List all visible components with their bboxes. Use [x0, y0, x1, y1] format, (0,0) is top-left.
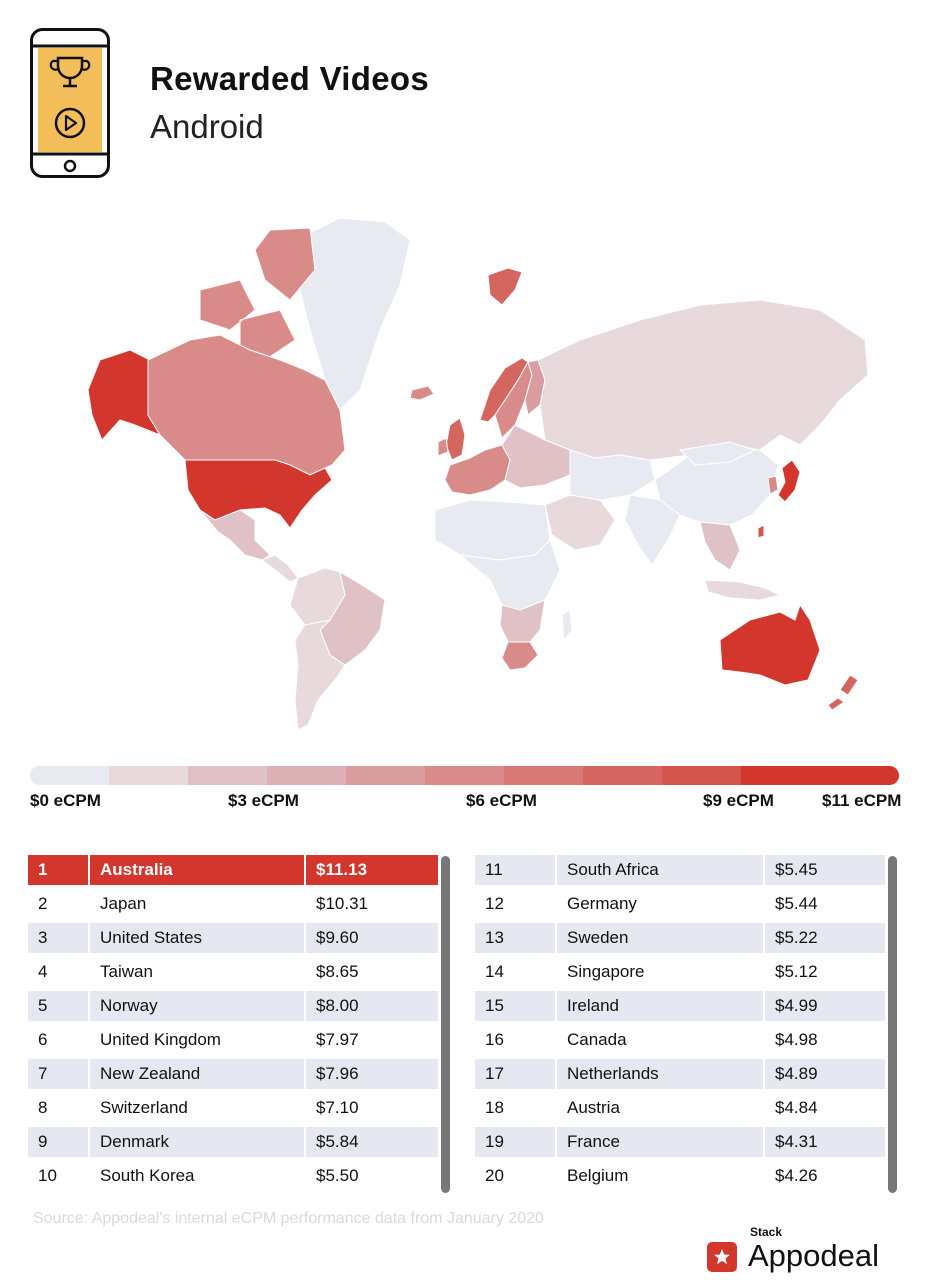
region-southeast-asia	[700, 522, 740, 570]
legend-label-9: $9 eCPM	[703, 791, 774, 810]
region-south-africa	[502, 642, 538, 670]
region-mexico	[200, 510, 270, 560]
ranking-ecpm: $5.44	[763, 889, 885, 919]
ranking-rank: 13	[475, 923, 555, 953]
ranking-row	[28, 991, 438, 1021]
ranking-row	[475, 1161, 885, 1191]
ranking-row	[28, 1161, 438, 1191]
ranking-rank: 8	[38, 1098, 48, 1117]
ranking-table-left	[28, 851, 438, 1195]
ranking-country: South Africa	[555, 855, 763, 885]
ranking-ecpm: $4.26	[763, 1161, 885, 1191]
region-united-kingdom	[446, 418, 465, 460]
region-madagascar	[562, 610, 572, 640]
legend-swatch	[267, 766, 346, 785]
scrollbar-left[interactable]	[441, 856, 450, 1193]
ranking-row	[28, 957, 438, 987]
region-ireland	[438, 438, 448, 456]
region-australia	[720, 605, 820, 685]
ranking-rank: 7	[28, 1059, 88, 1089]
ranking-row	[475, 957, 885, 987]
ranking-row	[28, 923, 438, 953]
legend-swatch	[188, 766, 267, 785]
brand-prefix: Stack	[750, 1225, 783, 1239]
ranking-country: Switzerland	[88, 1093, 304, 1123]
legend-label-6: $6 eCPM	[466, 791, 537, 810]
ranking-row	[475, 855, 885, 885]
ranking-country: Sweden	[555, 923, 763, 953]
region-iceland	[410, 386, 434, 400]
legend-swatch	[425, 766, 504, 785]
ranking-ecpm: $11.13	[304, 855, 438, 885]
ranking-rank: 4	[38, 962, 48, 981]
ranking-ecpm: $4.89	[763, 1059, 885, 1089]
ranking-rank: 14	[485, 962, 504, 981]
world-map	[40, 210, 910, 750]
ranking-country: Australia	[88, 855, 304, 885]
legend-swatch	[583, 766, 662, 785]
ranking-country: Belgium	[555, 1161, 763, 1191]
ranking-ecpm: $5.12	[763, 957, 885, 987]
legend-swatch	[662, 766, 741, 785]
brand-name: Appodeal	[748, 1238, 880, 1273]
legend-label-0: $0 eCPM	[30, 791, 101, 810]
ranking-ecpm: $8.65	[304, 957, 438, 987]
ranking-row	[28, 1059, 438, 1089]
legend-label-3: $3 eCPM	[228, 791, 299, 810]
ranking-ecpm: $4.99	[763, 991, 885, 1021]
ranking-country: Norway	[88, 991, 304, 1021]
page-title: Rewarded Videos	[150, 60, 429, 97]
ranking-rank: 11	[475, 855, 555, 885]
region-indonesia	[705, 580, 780, 600]
ranking-rank: 1	[28, 855, 88, 885]
ranking-ecpm: $8.00	[304, 991, 438, 1021]
ranking-ecpm: $9.60	[304, 923, 438, 953]
page-subtitle: Android	[150, 108, 264, 145]
ranking-row	[28, 855, 438, 885]
ranking-rank: 3	[28, 923, 88, 953]
ranking-country: Japan	[88, 889, 304, 919]
legend-labels	[0, 791, 946, 813]
ranking-country: France	[555, 1127, 763, 1157]
region-japan	[778, 460, 800, 502]
ranking-rank: 15	[475, 991, 555, 1021]
ranking-ecpm: $7.96	[304, 1059, 438, 1089]
ranking-rank: 5	[28, 991, 88, 1021]
legend-swatch	[741, 766, 820, 785]
ranking-country: Denmark	[88, 1127, 304, 1157]
ranking-ecpm: $7.10	[304, 1093, 438, 1123]
ranking-country: United States	[88, 923, 304, 953]
ranking-table-right	[475, 851, 885, 1195]
ranking-country: Netherlands	[555, 1059, 763, 1089]
ranking-country: Germany	[555, 889, 763, 919]
legend-swatch	[820, 766, 899, 785]
ranking-rank: 20	[485, 1166, 504, 1185]
ranking-ecpm: $10.31	[304, 889, 438, 919]
region-north-africa	[435, 500, 550, 560]
ranking-ecpm: $5.22	[763, 923, 885, 953]
ranking-row	[28, 1127, 438, 1157]
legend-label-11: $11 eCPM	[822, 791, 902, 810]
ranking-ecpm: $5.50	[304, 1161, 438, 1191]
ranking-row	[475, 991, 885, 1021]
ranking-country: New Zealand	[88, 1059, 304, 1089]
ranking-country: Singapore	[555, 957, 763, 987]
ranking-country: Austria	[555, 1093, 763, 1123]
ranking-ecpm: $7.97	[304, 1025, 438, 1055]
ranking-ecpm: $5.45	[763, 855, 885, 885]
ranking-rank: 2	[38, 894, 48, 913]
ranking-country: United Kingdom	[88, 1025, 304, 1055]
region-middle-east	[545, 495, 615, 550]
ranking-row	[475, 1093, 885, 1123]
ranking-ecpm: $4.31	[763, 1127, 885, 1157]
ranking-country: South Korea	[88, 1161, 304, 1191]
ranking-rank: 9	[28, 1127, 88, 1157]
region-russia	[538, 300, 868, 460]
ranking-row	[28, 1025, 438, 1055]
legend-swatch	[30, 766, 109, 785]
ranking-row	[28, 1093, 438, 1123]
region-south-korea	[768, 476, 778, 494]
region-canada	[148, 335, 345, 475]
ranking-country: Ireland	[555, 991, 763, 1021]
region-central-america	[262, 555, 298, 582]
ranking-rank: 16	[485, 1030, 504, 1049]
legend-swatch	[346, 766, 425, 785]
ranking-row	[28, 889, 438, 919]
legend-swatch	[109, 766, 188, 785]
scrollbar-right[interactable]	[888, 856, 897, 1193]
region-taiwan	[758, 525, 764, 538]
ranking-row	[475, 1127, 885, 1157]
ranking-row	[475, 1025, 885, 1055]
legend-color-scale	[30, 766, 899, 785]
ranking-country: Taiwan	[88, 957, 304, 987]
ranking-row	[475, 889, 885, 919]
ranking-ecpm: $5.84	[304, 1127, 438, 1157]
ranking-row	[475, 1059, 885, 1089]
ranking-rank: 17	[475, 1059, 555, 1089]
source-note: Source: Appodeal's internal eCPM performance data from January 2020	[33, 1210, 544, 1227]
region-svalbard	[488, 268, 522, 305]
ranking-country: Canada	[555, 1025, 763, 1055]
ranking-ecpm: $4.84	[763, 1093, 885, 1123]
ranking-rank: 10	[38, 1166, 57, 1185]
ranking-row	[475, 923, 885, 953]
phone-trophy-play-icon	[30, 28, 110, 178]
region-new-zealand	[828, 675, 858, 710]
ranking-rank: 12	[485, 894, 504, 913]
ranking-rank: 18	[485, 1098, 504, 1117]
legend-swatch	[504, 766, 583, 785]
appodeal-star-logo-icon	[707, 1242, 737, 1272]
ranking-ecpm: $4.98	[763, 1025, 885, 1055]
ranking-rank: 19	[475, 1127, 555, 1157]
ranking-rank: 6	[38, 1030, 48, 1049]
